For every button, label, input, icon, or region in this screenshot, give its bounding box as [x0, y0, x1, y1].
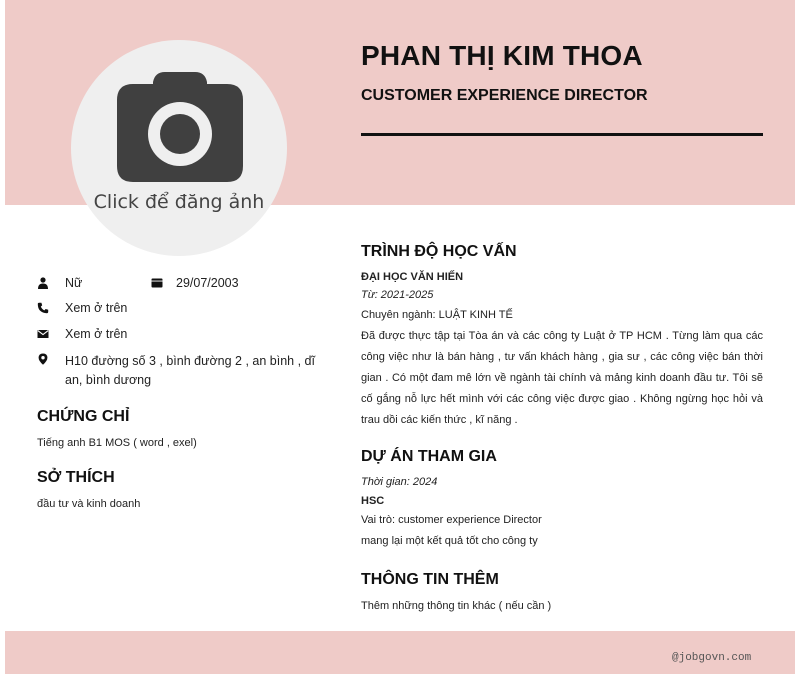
- extra-info-heading: THÔNG TIN THÊM: [361, 571, 499, 588]
- person-icon: [37, 277, 49, 289]
- certificates-text: Tiếng anh B1 MOS ( word , exel): [37, 437, 197, 449]
- extra-info-text: Thêm những thông tin khác ( nếu cần ): [361, 600, 552, 612]
- job-title: CUSTOMER EXPERIENCE DIRECTOR: [361, 87, 648, 104]
- title-divider: [361, 133, 763, 136]
- projects-heading: DỰ ÁN THAM GIA: [361, 448, 497, 465]
- email-value: Xem ở trên: [65, 327, 128, 341]
- project-role: Vai trò: customer experience Director: [361, 514, 542, 526]
- certificates-heading: CHỨNG CHỈ: [37, 408, 130, 425]
- education-school: ĐẠI HỌC VĂN HIẾN: [361, 271, 464, 283]
- photo-upload-label: Click để đăng ảnh: [93, 191, 265, 213]
- project-name: HSC: [361, 495, 385, 507]
- project-result: mang lại một kết quả tốt cho công ty: [361, 535, 538, 547]
- calendar-icon: [151, 277, 163, 289]
- address-value: H10 đường số 3 , bình đường 2 , an bình , dĩ an, bình dương: [65, 354, 315, 387]
- watermark: @jobgovn.com: [672, 652, 752, 664]
- hobbies-text: đầu tư và kinh doanh: [37, 498, 141, 510]
- phone-value: Xem ở trên: [65, 301, 128, 315]
- education-description: Đã được thực tập tại Tòa án và các công ty Luật ở TP HCM . Từng làm qua các công việc như là bán hàng , tư vấn khách hàng , gia sư , các công việc bán thời gian . Có một đam mê lớn về ngành tài chính và mảng kinh doanh đầu tư. Tôi sẽ cố gắng nỗ lực hết mình với các công việc được giao . Không ngừng học hỏi và trau dồi các kiến thức , kĩ năng .: [361, 330, 763, 426]
- education-heading: TRÌNH ĐỘ HỌC VẤN: [361, 243, 517, 260]
- profile-photo-upload[interactable]: [71, 40, 287, 256]
- education-period: Từ: 2021-2025: [361, 289, 434, 301]
- hobbies-heading: SỞ THÍCH: [37, 469, 115, 486]
- location-pin-icon: [37, 353, 49, 365]
- birthday-value: 29/07/2003: [176, 276, 239, 290]
- gender-value: Nữ: [65, 276, 83, 290]
- education-major: Chuyên ngành: LUẬT KINH TẾ: [361, 309, 513, 321]
- project-time: Thời gian: 2024: [361, 476, 438, 488]
- phone-icon: [37, 302, 49, 314]
- cv-page: [5, 0, 795, 674]
- candidate-name: PHAN THỊ KIM THOA: [361, 40, 643, 71]
- camera-icon: [115, 70, 245, 186]
- email-icon: [37, 328, 49, 340]
